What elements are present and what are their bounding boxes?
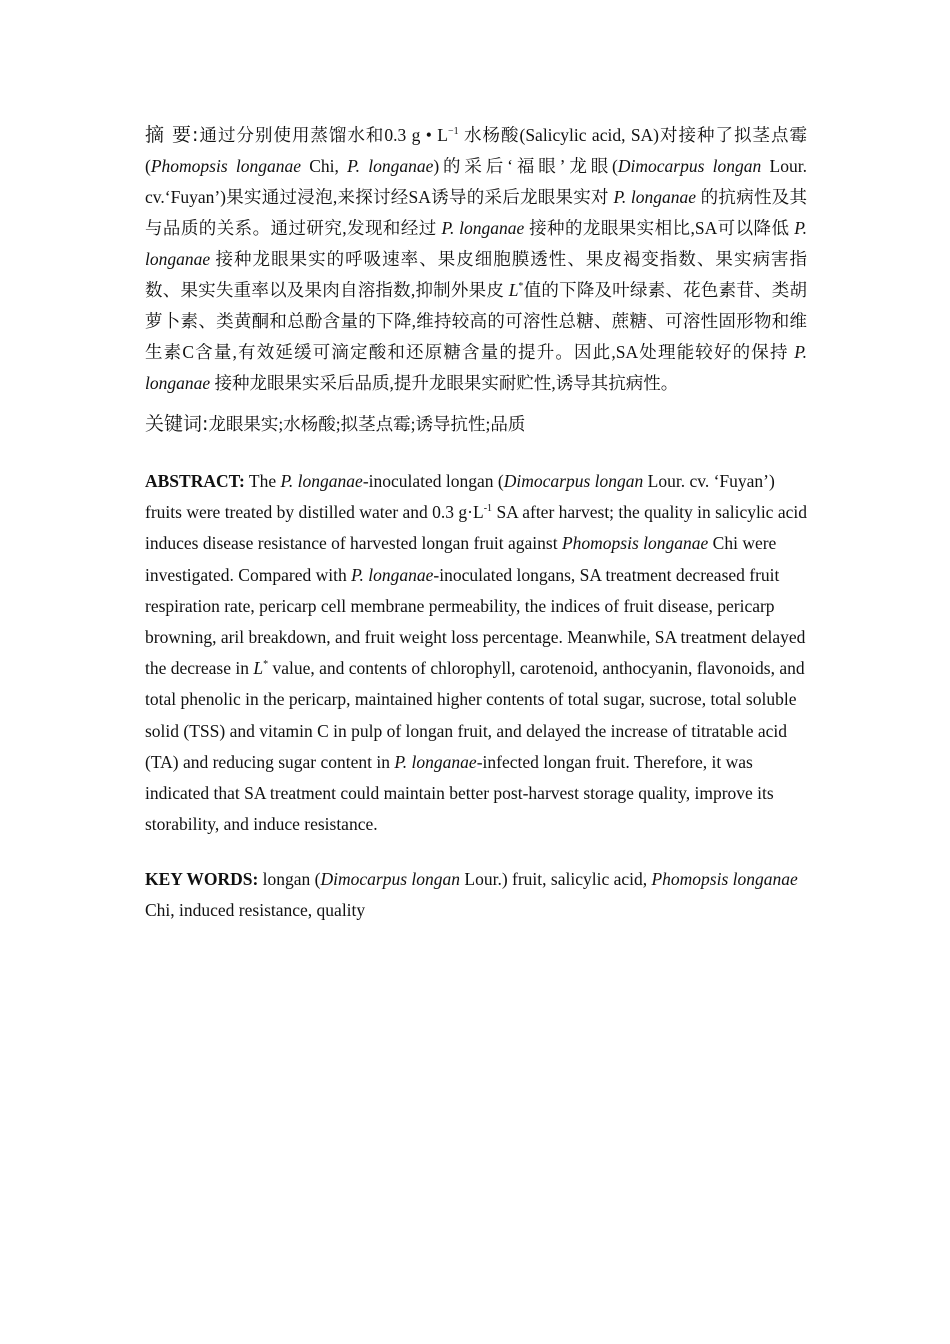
species-name: P. longanae xyxy=(280,471,363,491)
en-keywords-text: Chi, induced resistance, quality xyxy=(145,900,366,921)
species-name: P. longanae xyxy=(613,187,697,207)
cn-abstract-text: 的抗病性及其与品质的关系。通过研究,发现和经过 xyxy=(145,187,807,238)
english-keywords-label: KEY WORDS: xyxy=(145,869,259,890)
species-name: P. longanae xyxy=(394,751,477,772)
en-abstract-text: value, and contents of chlorophyll, carotenoid, anthocyanin, flavonoids, and total phenolic in the pericarp, maintained higher contents of total sugar, sucrose, total soluble solid (TSS) and vitamin C in pulp of longan fruit, and delayed the increase of titratable acid (TA) and reducing sugar content in xyxy=(145,658,805,772)
cn-abstract-text: 接种龙眼果实的呼吸速率、果皮细胞膜透性、果皮褐变指数、果实病害指数、果实失重率以及果肉自溶指数,抑制外果皮 xyxy=(145,249,807,300)
en-abstract-text: -infected longan fruit. Therefore, it was indicated that SA treatment could maintain better post-harvest storage quality, improve its storability, and induce resistance. xyxy=(145,751,774,835)
cn-abstract-text: 接种的龙眼果实相比,SA可以降低 xyxy=(524,218,795,238)
cn-abstract-text: Lour. cv.‘Fuyan’)果实通过浸泡,来探讨经SA诱导的采后龙眼果实对 xyxy=(145,156,807,207)
cn-abstract-text: 值的下降及叶绿素、花色素苷、类胡萝卜素、类黄酮和总酚含量的下降,维持较高的可溶性总糖、蔗糖、可溶性固形物和维生素C含量,有效延缓可滴定酸和还原糖含量的提升。因此,SA处理能较好的保持 xyxy=(145,280,808,362)
en-abstract-text: The xyxy=(244,471,281,491)
english-abstract xyxy=(145,466,807,840)
en-abstract-text: -inoculated longan ( xyxy=(362,471,504,491)
species-name: P. longanae xyxy=(351,564,434,585)
chinese-abstract xyxy=(145,120,807,399)
cn-abstract-text: 水杨酸(Salicylic acid, SA)对接种了拟茎点霉( xyxy=(145,125,807,176)
en-keywords-text: Lour.) fruit, salicylic acid, xyxy=(460,869,652,890)
chinese-abstract-label: 摘 要: xyxy=(145,124,199,146)
cn-abstract-text: 接种龙眼果实采后品质,提升龙眼果实耐贮性,诱导其抗病性。 xyxy=(210,373,679,393)
species-name: Dimocarpus longan xyxy=(503,471,644,491)
species-name: Phomopsis longanae xyxy=(651,869,798,890)
species-name: P. longanae xyxy=(145,342,807,393)
species-name: P. longanae xyxy=(347,156,434,176)
english-keywords xyxy=(145,864,807,926)
cn-abstract-text: 通过分别使用蒸馏水和0.3 g • L xyxy=(198,125,448,145)
species-name: P. longanae xyxy=(145,218,807,269)
chinese-keywords-label: 关键词: xyxy=(145,413,209,435)
en-abstract-text: SA after harvest; the quality in salicylic acid induces disease resistance of harvested longan fruit against xyxy=(145,502,807,554)
cn-abstract-text: Chi, xyxy=(301,156,348,176)
species-name: Phomopsis longanae xyxy=(150,156,302,176)
lightness-superscript: * xyxy=(518,281,524,292)
en-abstract-text: Lour. cv. ‘Fuyan’) fruits were treated by distilled water and 0.3 g·L xyxy=(145,471,775,523)
en-keywords-text: longan ( xyxy=(258,869,321,890)
lightness-symbol: L xyxy=(508,280,519,300)
en-unit-superscript: -1 xyxy=(483,503,493,515)
species-name: Dimocarpus longan xyxy=(320,869,461,890)
species-name: Phomopsis longanae xyxy=(561,533,709,554)
lightness-superscript: * xyxy=(263,659,269,671)
en-abstract-text: Chi were investigated. Compared with xyxy=(145,533,777,585)
cn-abstract-text: )的采后‘福眼’龙眼( xyxy=(433,156,618,176)
en-abstract-text: -inoculated longans, SA treatment decreased fruit respiration rate, pericarp cell membrane permeability, the indices of fruit disease, pericarp browning, aril breakdown, and fruit weight loss percentage. Meanwhile, SA treatment delayed the decrease in xyxy=(145,564,806,679)
chinese-keywords-text: 龙眼果实;水杨酸;拟茎点霉;诱导抗性;品质 xyxy=(208,414,526,434)
english-abstract-label: ABSTRACT: xyxy=(145,471,245,491)
abstract-page xyxy=(145,120,807,926)
species-name: Dimocarpus longan xyxy=(617,156,762,176)
cn-unit-superscript: −1 xyxy=(447,126,459,137)
chinese-keywords xyxy=(145,409,807,440)
lightness-symbol: L xyxy=(253,658,264,679)
species-name: P. longanae xyxy=(441,218,525,238)
